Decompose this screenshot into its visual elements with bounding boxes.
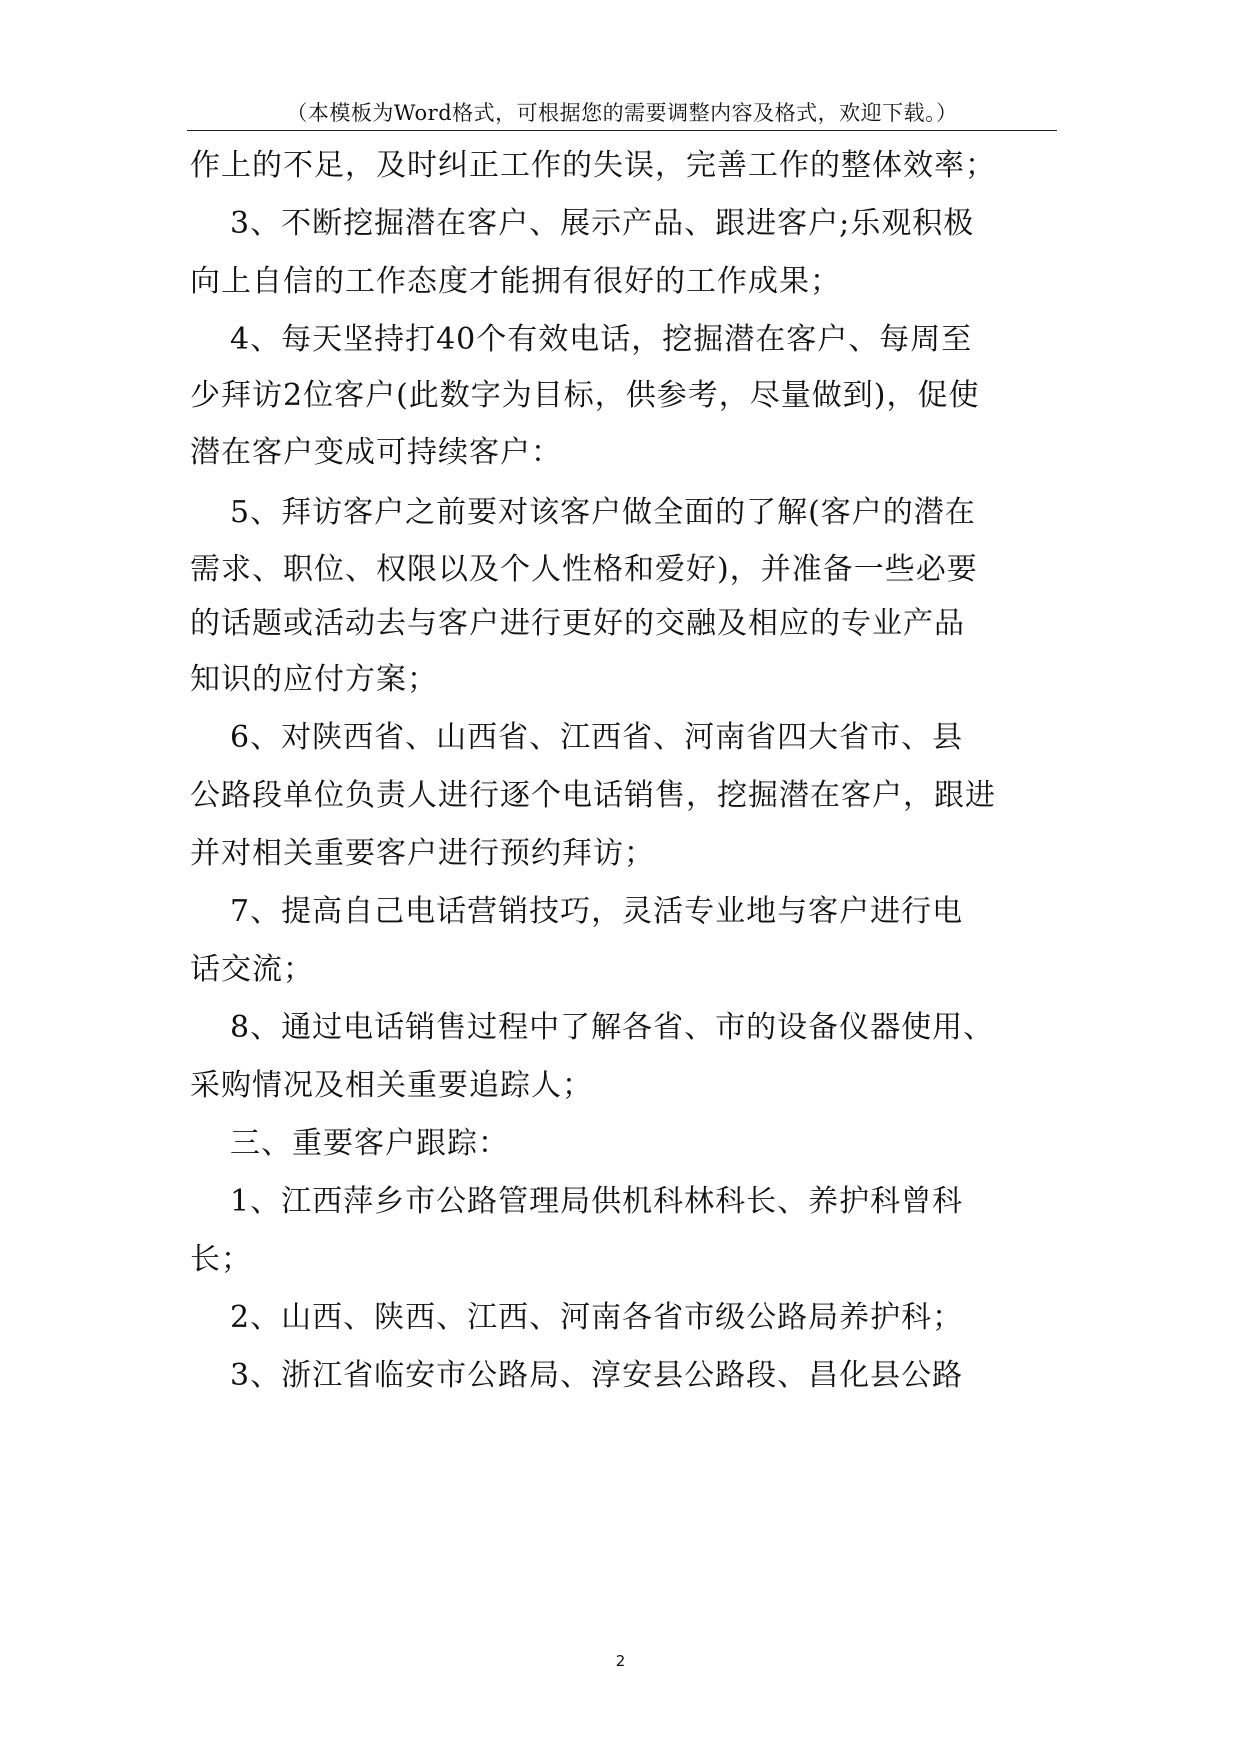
body-line: 1、江西萍乡市公路管理局供机科林科长、养护科曾科 (230, 1184, 964, 1219)
section-heading: 三、重要客户跟踪： (230, 1126, 509, 1161)
body-line: 6、对陕西省、山西省、江西省、河南省四大省市、县 (230, 720, 964, 755)
body-line: 4、每天坚持打40个有效电话，挖掘潜在客户、每周至 (230, 322, 973, 357)
body-line: 采购情况及相关重要追踪人； (190, 1068, 593, 1103)
body-line: 的话题或活动去与客户进行更好的交融及相应的专业产品 (190, 606, 965, 641)
header-divider (187, 130, 1057, 131)
body-line: 3、不断挖掘潜在客户、展示产品、跟进客户;乐观积极 (230, 206, 975, 241)
body-line: 向上自信的工作态度才能拥有很好的工作成果； (190, 264, 841, 299)
body-line: 并对相关重要客户进行预约拜访； (190, 836, 655, 871)
body-line: 公路段单位负责人进行逐个电话销售，挖掘潜在客户，跟进 (190, 778, 996, 813)
body-line: 长； (190, 1242, 252, 1277)
body-line: 3、浙江省临安市公路局、淳安县公路段、昌化县公路 (230, 1358, 964, 1393)
body-line: 7、提高自己电话营销技巧，灵活专业地与客户进行电 (230, 894, 964, 929)
body-line: 需求、职位、权限以及个人性格和爱好)，并准备一些必要 (190, 552, 978, 587)
body-line: 2、山西、陕西、江西、河南各省市级公路局养护科； (230, 1300, 964, 1335)
body-line: 少拜访2位客户(此数字为目标，供参考，尽量做到)，促使 (190, 378, 980, 413)
body-line: 作上的不足，及时纠正工作的失误，完善工作的整体效率； (190, 148, 996, 183)
body-line: 潜在客户变成可持续客户： (190, 435, 562, 470)
body-line: 知识的应付方案； (190, 662, 438, 697)
body-line: 5、拜访客户之前要对该客户做全面的了解(客户的潜在 (230, 495, 976, 530)
header-notice: （本模板为Word格式，可根据您的需要调整内容及格式，欢迎下载。） (286, 101, 958, 125)
page-number: 2 (615, 1652, 626, 1670)
body-line: 8、通过电话销售过程中了解各省、市的设备仪器使用、 (230, 1010, 995, 1045)
body-line: 话交流； (190, 952, 314, 987)
